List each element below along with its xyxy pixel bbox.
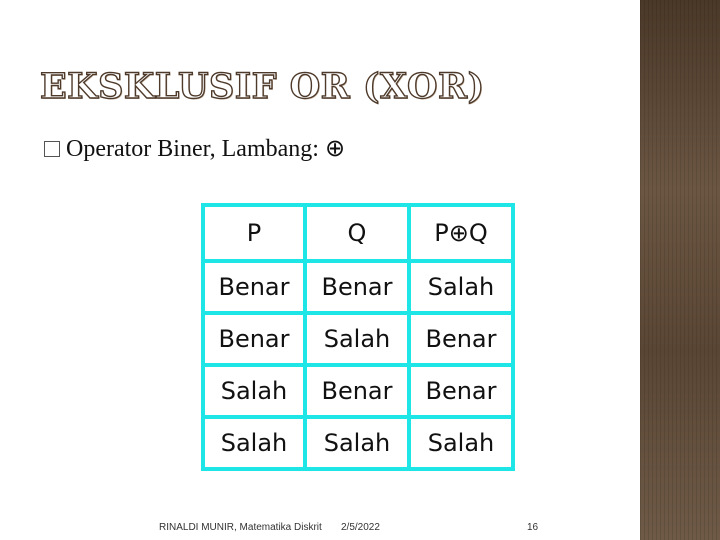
subtitle-text: Operator Biner, Lambang: ⊕: [66, 136, 346, 162]
table-row: [203, 313, 513, 365]
table-cell: Salah: [305, 417, 409, 469]
table-cell: Benar: [203, 313, 305, 365]
header-p: P: [203, 205, 305, 261]
subtitle-line: [44, 134, 345, 163]
table-cell: Benar: [409, 313, 513, 365]
footer-author: RINALDI MUNIR, Matematika Diskrit: [159, 522, 322, 533]
slide-title: EKSKLUSIF OR (XOR): [40, 66, 485, 107]
checkbox-bullet-icon: [44, 141, 60, 157]
table-cell: Benar: [203, 261, 305, 313]
table-row: [203, 417, 513, 469]
header-p-xor-q: P⊕Q: [409, 205, 513, 261]
table-header-row: [203, 205, 513, 261]
table-row: [203, 261, 513, 313]
table-cell: Benar: [409, 365, 513, 417]
header-q: Q: [305, 205, 409, 261]
footer-page-number: 16: [527, 522, 539, 533]
table-cell: Salah: [203, 417, 305, 469]
table-cell: Benar: [305, 261, 409, 313]
table-row: [203, 365, 513, 417]
truth-table: [201, 203, 515, 471]
table-cell: Salah: [203, 365, 305, 417]
footer-date: 2/5/2022: [341, 522, 380, 533]
table-cell: Benar: [305, 365, 409, 417]
table-cell: Salah: [305, 313, 409, 365]
decorative-wood-panel: [640, 0, 720, 540]
table-cell: Salah: [409, 261, 513, 313]
table-cell: Salah: [409, 417, 513, 469]
